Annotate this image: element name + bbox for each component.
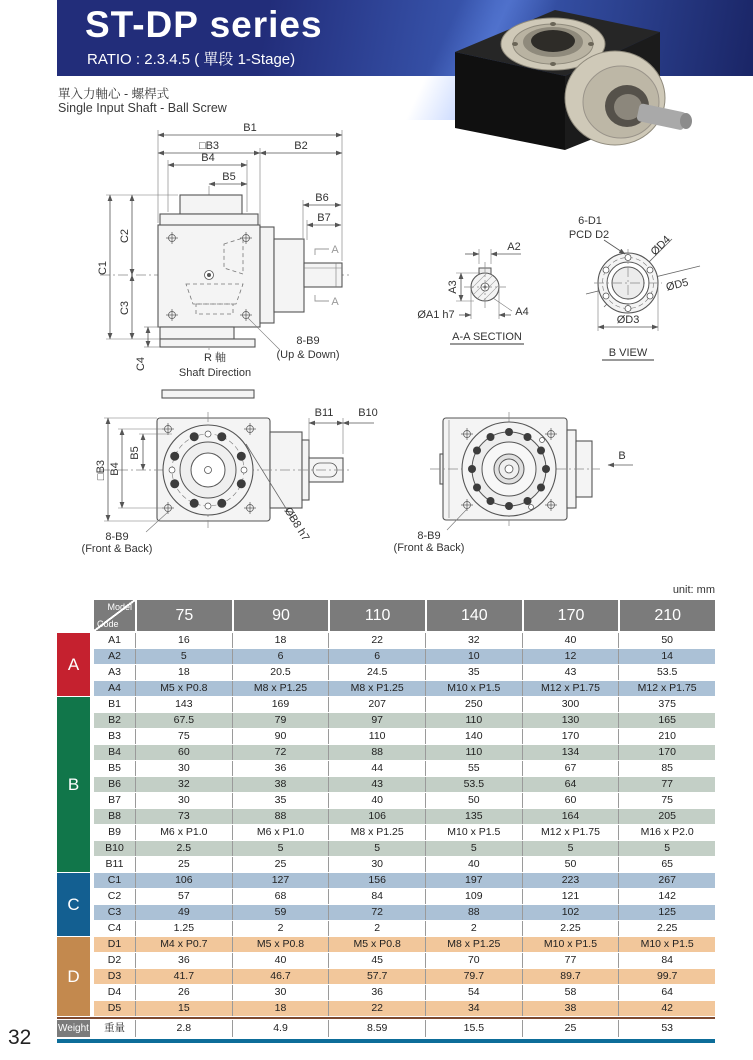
dim-label-d5: ØD5 [664, 276, 690, 294]
row-code-A3: A3 [94, 665, 135, 680]
section-label-B: B [57, 697, 90, 872]
section-marker-a-top: A [331, 244, 339, 256]
b-view-drawing [569, 215, 700, 360]
cell-D1-140: M8 x P1.25 [425, 937, 522, 952]
callout-8b9-side: 8-B9 [296, 335, 320, 347]
cell-B7-170: 60 [522, 793, 619, 808]
cell-B2-170: 130 [522, 713, 619, 728]
unit-label: unit: mm [672, 584, 715, 596]
cell-B5-110: 44 [328, 761, 425, 776]
cell-B9-90: M6 x P1.0 [232, 825, 329, 840]
callout-frontback-left: (Front & Back) [81, 543, 153, 555]
cell-A4-90: M8 x P1.25 [232, 681, 329, 696]
cell-D1-90: M5 x P0.8 [232, 937, 329, 952]
cell-D5-75: 15 [135, 1001, 232, 1016]
cell-B10-210: 5 [618, 841, 715, 856]
dim-label-b5: B5 [222, 171, 236, 183]
row-code-C3: C3 [94, 905, 135, 920]
cell-D3-90: 46.7 [232, 969, 329, 984]
dim-label-b5-front: B5 [129, 446, 141, 460]
cell-B1-110: 207 [328, 697, 425, 712]
cell-B11-110: 30 [328, 857, 425, 872]
cell-D1-110: M5 x P0.8 [328, 937, 425, 952]
dim-label-b4: B4 [201, 152, 215, 164]
row-code-C2: C2 [94, 889, 135, 904]
cell-B10-140: 5 [425, 841, 522, 856]
technical-drawings [0, 118, 753, 580]
cell-B2-75: 67.5 [135, 713, 232, 728]
cell-C3-210: 125 [618, 905, 715, 920]
cell-A3-210: 53.5 [618, 665, 715, 680]
cell-D1-210: M10 x P1.5 [618, 937, 715, 952]
cell-B1-75: 143 [135, 697, 232, 712]
cell-D2-210: 84 [618, 953, 715, 968]
row-code-B5: B5 [94, 761, 135, 776]
table-bottom-bar [57, 1039, 715, 1043]
cell-C2-140: 109 [425, 889, 522, 904]
cell-B7-90: 35 [232, 793, 329, 808]
cell-B8-170: 164 [522, 809, 619, 824]
page-title: ST-DP series [85, 4, 323, 45]
cell-B8-210: 205 [618, 809, 715, 824]
cell-D3-210: 99.7 [618, 969, 715, 984]
cell-B3-90: 90 [232, 729, 329, 744]
row-code-B11: B11 [94, 857, 135, 872]
corner-model-label: Model [107, 602, 132, 612]
cell-B1-210: 375 [618, 697, 715, 712]
cell-C3-170: 102 [522, 905, 619, 920]
cell-B3-140: 140 [425, 729, 522, 744]
column-header-75: 75 [137, 600, 232, 631]
cell-D4-170: 58 [522, 985, 619, 1000]
cell-B6-110: 43 [328, 777, 425, 792]
cell-B7-75: 30 [135, 793, 232, 808]
weight-row [57, 1020, 715, 1037]
cell-B3-75: 75 [135, 729, 232, 744]
cell-D3-75: 41.7 [135, 969, 232, 984]
spec-table-header [94, 600, 715, 631]
b-view-title: B VIEW [608, 347, 648, 359]
cell-D5-110: 22 [328, 1001, 425, 1016]
cell-B5-90: 36 [232, 761, 329, 776]
cell-B6-170: 64 [522, 777, 619, 792]
cell-A1-90: 18 [232, 633, 329, 648]
row-code-A2: A2 [94, 649, 135, 664]
cell-B8-75: 73 [135, 809, 232, 824]
cell-A3-110: 24.5 [328, 665, 425, 680]
spec-table [57, 600, 715, 1043]
cell-B5-140: 55 [425, 761, 522, 776]
front-view-drawing [82, 390, 378, 555]
row-code-D3: D3 [94, 969, 135, 984]
row-code-A1: A1 [94, 633, 135, 648]
cell-B5-210: 85 [618, 761, 715, 776]
cell-B3-110: 110 [328, 729, 425, 744]
cell-B6-140: 53.5 [425, 777, 522, 792]
cell-C4-75: 1.25 [135, 921, 232, 936]
dim-label-b7: B7 [317, 212, 331, 224]
row-code-B1: B1 [94, 697, 135, 712]
cell-B4-210: 170 [618, 745, 715, 760]
cell-B4-75: 60 [135, 745, 232, 760]
cell-weight-170: 25 [522, 1020, 619, 1037]
cell-A4-110: M8 x P1.25 [328, 681, 425, 696]
cell-B4-110: 88 [328, 745, 425, 760]
cell-C4-170: 2.25 [522, 921, 619, 936]
callout-updown: (Up & Down) [276, 349, 340, 361]
cell-A4-140: M10 x P1.5 [425, 681, 522, 696]
cell-C3-75: 49 [135, 905, 232, 920]
cell-B1-170: 300 [522, 697, 619, 712]
cell-A4-170: M12 x P1.75 [522, 681, 619, 696]
dim-label-d3: ØD3 [616, 314, 640, 326]
dim-label-b8: ØB8 h7 [281, 505, 312, 544]
cell-A1-140: 32 [425, 633, 522, 648]
cell-B2-90: 79 [232, 713, 329, 728]
column-header-170: 170 [524, 600, 619, 631]
section-label-A: A [57, 633, 90, 696]
cell-weight-75: 2.8 [135, 1020, 232, 1037]
section-label-C: C [57, 873, 90, 936]
section-marker-a-bottom: A [331, 296, 339, 308]
cell-B2-110: 97 [328, 713, 425, 728]
cell-D2-140: 70 [425, 953, 522, 968]
callout-pcd-d2: PCD D2 [568, 229, 610, 241]
dim-label-c2: C2 [119, 228, 131, 244]
cell-A1-210: 50 [618, 633, 715, 648]
subtitle-zh: 單入力軸心 - 螺桿式 [58, 87, 170, 101]
cell-C1-170: 223 [522, 873, 619, 888]
dim-label-c1: C1 [97, 260, 109, 276]
section-label-D: D [57, 937, 90, 1016]
dim-label-c3: C3 [119, 300, 131, 316]
cell-B3-210: 210 [618, 729, 715, 744]
cell-B11-210: 65 [618, 857, 715, 872]
cell-D5-90: 18 [232, 1001, 329, 1016]
dim-label-b3: □B3 [198, 140, 220, 152]
cell-C2-90: 68 [232, 889, 329, 904]
cell-D5-170: 38 [522, 1001, 619, 1016]
row-code-B7: B7 [94, 793, 135, 808]
cell-D2-110: 45 [328, 953, 425, 968]
cell-D1-75: M4 x P0.7 [135, 937, 232, 952]
row-code-B4: B4 [94, 745, 135, 760]
cell-A3-75: 18 [135, 665, 232, 680]
cell-A2-90: 6 [232, 649, 329, 664]
cell-A1-170: 40 [522, 633, 619, 648]
dim-label-b10: B10 [358, 407, 378, 419]
cell-C2-210: 142 [618, 889, 715, 904]
cell-C1-210: 267 [618, 873, 715, 888]
cell-C2-110: 84 [328, 889, 425, 904]
cell-B11-90: 25 [232, 857, 329, 872]
cell-B7-110: 40 [328, 793, 425, 808]
cell-C2-170: 121 [522, 889, 619, 904]
cell-B9-170: M12 x P1.75 [522, 825, 619, 840]
cell-C1-75: 106 [135, 873, 232, 888]
aa-section-drawing [417, 241, 528, 344]
corner-code-label: Code [97, 619, 119, 629]
cell-D2-90: 40 [232, 953, 329, 968]
cell-C3-140: 88 [425, 905, 522, 920]
cell-B8-140: 135 [425, 809, 522, 824]
cell-B11-75: 25 [135, 857, 232, 872]
dim-label-d4: ØD4 [648, 233, 674, 259]
cell-B10-170: 5 [522, 841, 619, 856]
cell-A3-140: 35 [425, 665, 522, 680]
cell-B5-75: 30 [135, 761, 232, 776]
dim-label-b3-front: □B3 [95, 459, 107, 481]
dim-label-b2: B2 [294, 140, 308, 152]
row-code-C4: C4 [94, 921, 135, 936]
column-header-110: 110 [330, 600, 425, 631]
cell-A2-140: 10 [425, 649, 522, 664]
callout-8b9-front: 8-B9 [105, 531, 129, 543]
callout-6d1: 6-D1 [578, 215, 602, 227]
cell-D3-140: 79.7 [425, 969, 522, 984]
dim-label-a4: A4 [515, 306, 529, 318]
weight-label: Weight [57, 1020, 90, 1037]
cell-A1-75: 16 [135, 633, 232, 648]
cell-A4-75: M5 x P0.8 [135, 681, 232, 696]
row-code-B10: B10 [94, 841, 135, 856]
cell-C4-210: 2.25 [618, 921, 715, 936]
cell-D2-170: 77 [522, 953, 619, 968]
spec-table-body [57, 633, 715, 1016]
cell-B8-110: 106 [328, 809, 425, 824]
cell-B7-140: 50 [425, 793, 522, 808]
row-code-B3: B3 [94, 729, 135, 744]
cell-A2-110: 6 [328, 649, 425, 664]
row-code-D1: D1 [94, 937, 135, 952]
cell-B6-90: 38 [232, 777, 329, 792]
callout-frontback-right: (Front & Back) [393, 542, 465, 554]
cell-B11-170: 50 [522, 857, 619, 872]
row-code-B6: B6 [94, 777, 135, 792]
cell-B4-90: 72 [232, 745, 329, 760]
row-code-A4: A4 [94, 681, 135, 696]
cell-B1-140: 250 [425, 697, 522, 712]
cell-C1-90: 127 [232, 873, 329, 888]
dim-label-b11: B11 [314, 407, 334, 419]
cell-D2-75: 36 [135, 953, 232, 968]
aa-section-title: A-A SECTION [452, 331, 522, 343]
cell-B9-140: M10 x P1.5 [425, 825, 522, 840]
callout-8b9-rear: 8-B9 [417, 530, 441, 542]
dim-label-b4-front: B4 [109, 462, 121, 476]
subtitle-en: Single Input Shaft - Ball Screw [58, 101, 227, 115]
cell-C4-110: 2 [328, 921, 425, 936]
cell-B1-90: 169 [232, 697, 329, 712]
cell-A1-110: 22 [328, 633, 425, 648]
cell-D3-170: 89.7 [522, 969, 619, 984]
cell-B7-210: 75 [618, 793, 715, 808]
row-code-C1: C1 [94, 873, 135, 888]
cell-C1-140: 197 [425, 873, 522, 888]
cell-weight-140: 15.5 [425, 1020, 522, 1037]
view-marker-b: B [618, 450, 626, 462]
column-header-140: 140 [427, 600, 522, 631]
cell-C4-90: 2 [232, 921, 329, 936]
cell-A2-210: 14 [618, 649, 715, 664]
dim-label-a1: ØA1 h7 [417, 309, 455, 321]
cell-B9-75: M6 x P1.0 [135, 825, 232, 840]
cell-C1-110: 156 [328, 873, 425, 888]
cell-B5-170: 67 [522, 761, 619, 776]
cell-D4-110: 36 [328, 985, 425, 1000]
cell-A4-210: M12 x P1.75 [618, 681, 715, 696]
cell-B9-210: M16 x P2.0 [618, 825, 715, 840]
cell-B11-140: 40 [425, 857, 522, 872]
cell-B8-90: 88 [232, 809, 329, 824]
cell-B3-170: 170 [522, 729, 619, 744]
label-shaft-direction: Shaft Direction [178, 367, 252, 379]
cell-B2-210: 165 [618, 713, 715, 728]
column-header-210: 210 [620, 600, 715, 631]
cell-B10-90: 5 [232, 841, 329, 856]
cell-B6-210: 77 [618, 777, 715, 792]
side-view-drawing [97, 122, 352, 379]
cell-D4-210: 64 [618, 985, 715, 1000]
cell-D4-90: 30 [232, 985, 329, 1000]
dim-label-c4: C4 [135, 356, 147, 372]
column-header-90: 90 [234, 600, 329, 631]
row-code-D2: D2 [94, 953, 135, 968]
cell-C3-110: 72 [328, 905, 425, 920]
cell-C4-140: 2 [425, 921, 522, 936]
cell-D1-170: M10 x P1.5 [522, 937, 619, 952]
cell-A3-170: 43 [522, 665, 619, 680]
cell-B2-140: 110 [425, 713, 522, 728]
row-code-D4: D4 [94, 985, 135, 1000]
cell-D4-75: 26 [135, 985, 232, 1000]
cell-B10-110: 5 [328, 841, 425, 856]
cell-B4-170: 134 [522, 745, 619, 760]
cell-A3-90: 20.5 [232, 665, 329, 680]
model-code-corner-cell [94, 600, 135, 631]
cell-B6-75: 32 [135, 777, 232, 792]
page-number: 32 [8, 1026, 32, 1049]
ratio-subtitle: RATIO : 2.3.4.5 ( 單段 1-Stage) [87, 51, 296, 68]
cell-D4-140: 54 [425, 985, 522, 1000]
dim-label-a3: A3 [447, 280, 459, 294]
weight-separator-line [57, 1017, 715, 1019]
dim-label-a2: A2 [507, 241, 521, 253]
row-code-B8: B8 [94, 809, 135, 824]
cell-D5-210: 42 [618, 1001, 715, 1016]
cell-weight-90: 4.9 [232, 1020, 329, 1037]
dim-label-b6: B6 [315, 192, 329, 204]
rear-view-drawing [394, 412, 633, 554]
cell-C3-90: 59 [232, 905, 329, 920]
cell-D3-110: 57.7 [328, 969, 425, 984]
label-r-axis: R 軸 [204, 352, 226, 364]
cell-B4-140: 110 [425, 745, 522, 760]
dim-label-b1: B1 [243, 122, 257, 134]
cell-weight-110: 8.59 [328, 1020, 425, 1037]
row-code-D5: D5 [94, 1001, 135, 1016]
cell-A2-170: 12 [522, 649, 619, 664]
row-code-B9: B9 [94, 825, 135, 840]
weight-code: 重量 [104, 1022, 125, 1034]
cell-weight-210: 53 [618, 1020, 715, 1037]
cell-B9-110: M8 x P1.25 [328, 825, 425, 840]
cell-D5-140: 34 [425, 1001, 522, 1016]
cell-B10-75: 2.5 [135, 841, 232, 856]
cell-C2-75: 57 [135, 889, 232, 904]
cell-A2-75: 5 [135, 649, 232, 664]
row-code-B2: B2 [94, 713, 135, 728]
